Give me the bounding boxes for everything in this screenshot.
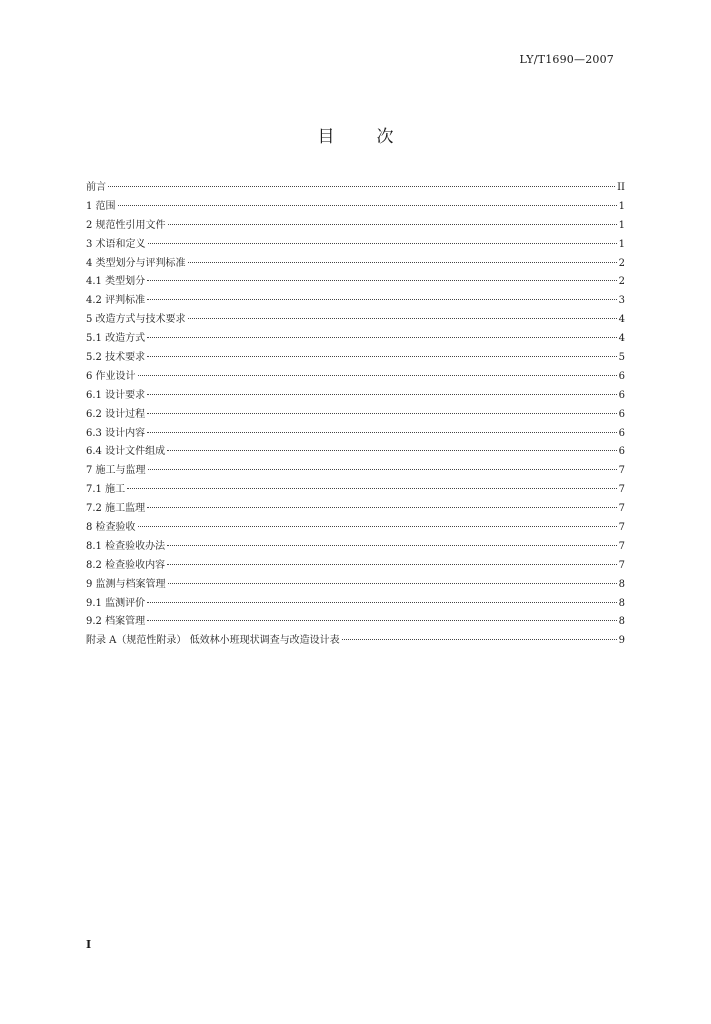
toc-entry-label: 6.1 设计要求 (86, 389, 146, 401)
toc-entry-page: 4 (618, 333, 625, 345)
toc-entry[interactable] (86, 179, 625, 198)
document-code: LY/T1690—2007 (519, 53, 614, 66)
toc-entry-label: 9 监测与档案管理 (86, 578, 166, 590)
toc-entry-label: 6 作业设计 (86, 370, 136, 382)
toc-entry[interactable] (86, 406, 625, 425)
toc-entry[interactable] (86, 217, 625, 236)
toc-entry-page: 3 (618, 295, 625, 307)
page-number: I (86, 938, 92, 951)
toc-entry[interactable] (86, 255, 625, 274)
toc-leader-dots (147, 413, 617, 414)
toc-entry-label: 6.3 设计内容 (86, 427, 146, 439)
toc-leader-dots (127, 488, 617, 489)
toc-entry-label: 3 术语和定义 (86, 238, 146, 250)
toc-entry-page: 6 (618, 389, 625, 401)
toc-entry-page: 6 (618, 370, 625, 382)
toc-leader-dots (342, 639, 617, 640)
toc-entry-page: 8 (618, 578, 625, 590)
toc-leader-dots (167, 564, 617, 565)
toc-entry-label: 4.2 评判标准 (86, 295, 146, 307)
toc-entry[interactable] (86, 311, 625, 330)
toc-entry[interactable] (86, 519, 625, 538)
toc-entry-label: 6.2 设计过程 (86, 408, 146, 420)
toc-entry[interactable] (86, 198, 625, 217)
toc-entry-page: 7 (618, 522, 625, 534)
toc-entry-page: 6 (618, 446, 625, 458)
toc-entry[interactable] (86, 481, 625, 500)
toc-leader-dots (168, 583, 617, 584)
table-of-contents (86, 179, 625, 651)
toc-entry-label: 前言 (86, 182, 106, 193)
toc-entry[interactable] (86, 236, 625, 255)
toc-entry-label: 8 检查验收 (86, 522, 136, 534)
toc-entry-label: 9.1 监测评价 (86, 597, 146, 609)
toc-entry[interactable] (86, 576, 625, 595)
toc-entry[interactable] (86, 632, 625, 651)
toc-entry-label: 5.2 技术要求 (86, 352, 146, 364)
toc-leader-dots (147, 280, 617, 281)
toc-entry[interactable] (86, 443, 625, 462)
toc-leader-dots (147, 394, 617, 395)
toc-entry-page: 1 (618, 219, 625, 231)
toc-leader-dots (147, 356, 617, 357)
toc-entry-page: 5 (618, 352, 625, 364)
toc-leader-dots (167, 450, 617, 451)
toc-entry[interactable] (86, 557, 625, 576)
toc-entry-label: 7.1 施工 (86, 484, 126, 496)
toc-entry-page: 2 (618, 276, 625, 288)
toc-entry[interactable] (86, 462, 625, 481)
toc-entry-page: 7 (618, 559, 625, 571)
toc-leader-dots (147, 620, 617, 621)
toc-leader-dots (168, 224, 617, 225)
page-title: 目次 (317, 127, 436, 147)
toc-entry-label: 9.2 档案管理 (86, 616, 146, 628)
toc-entry-page: 7 (618, 465, 625, 477)
toc-entry-label: 1 范围 (86, 200, 116, 212)
toc-entry-label: 7 施工与监理 (86, 465, 146, 477)
toc-entry-label: 6.4 设计文件组成 (86, 446, 166, 458)
toc-entry[interactable] (86, 273, 625, 292)
toc-entry-page: 4 (618, 314, 625, 326)
toc-entry-page: 7 (618, 540, 625, 552)
toc-leader-dots (108, 186, 615, 187)
toc-entry-page: 7 (618, 484, 625, 496)
toc-leader-dots (138, 526, 617, 527)
toc-entry[interactable] (86, 387, 625, 406)
toc-leader-dots (147, 337, 617, 338)
toc-entry-label: 2 规范性引用文件 (86, 219, 166, 231)
toc-entry-label: 7.2 施工监理 (86, 503, 146, 515)
toc-entry-label: 5 改造方式与技术要求 (86, 314, 186, 326)
toc-entry-label: 附录 A（规范性附录） 低效林小班现状调查与改造设计表 (86, 635, 340, 647)
toc-leader-dots (148, 243, 617, 244)
toc-entry-page: 8 (618, 616, 625, 628)
toc-entry-page: 9 (618, 635, 625, 647)
toc-leader-dots (147, 602, 617, 603)
toc-leader-dots (147, 432, 617, 433)
toc-entry[interactable] (86, 595, 625, 614)
toc-entry-label: 4 类型划分与评判标准 (86, 257, 186, 269)
toc-entry-page: 6 (618, 427, 625, 439)
toc-entry[interactable] (86, 538, 625, 557)
toc-leader-dots (188, 318, 617, 319)
toc-leader-dots (167, 545, 617, 546)
toc-entry-page: 7 (618, 503, 625, 515)
toc-entry[interactable] (86, 368, 625, 387)
toc-entry-page: 6 (618, 408, 625, 420)
toc-entry-page: 2 (618, 257, 625, 269)
toc-entry-page: 1 (618, 200, 625, 212)
toc-entry-label: 5.1 改造方式 (86, 333, 146, 345)
toc-leader-dots (118, 205, 617, 206)
toc-leader-dots (148, 469, 617, 470)
toc-leader-dots (147, 507, 617, 508)
toc-entry[interactable] (86, 613, 625, 632)
toc-leader-dots (188, 262, 617, 263)
toc-entry-page: II (617, 182, 625, 193)
toc-entry[interactable] (86, 500, 625, 519)
toc-entry[interactable] (86, 349, 625, 368)
toc-entry[interactable] (86, 425, 625, 444)
toc-entry-label: 8.1 检查验收办法 (86, 540, 166, 552)
toc-entry[interactable] (86, 330, 625, 349)
toc-entry-label: 8.2 检查验收内容 (86, 559, 166, 571)
toc-leader-dots (138, 375, 617, 376)
toc-entry-page: 1 (618, 238, 625, 250)
toc-entry-label: 4.1 类型划分 (86, 276, 146, 288)
toc-entry[interactable] (86, 292, 625, 311)
toc-leader-dots (147, 299, 617, 300)
toc-entry-page: 8 (618, 597, 625, 609)
